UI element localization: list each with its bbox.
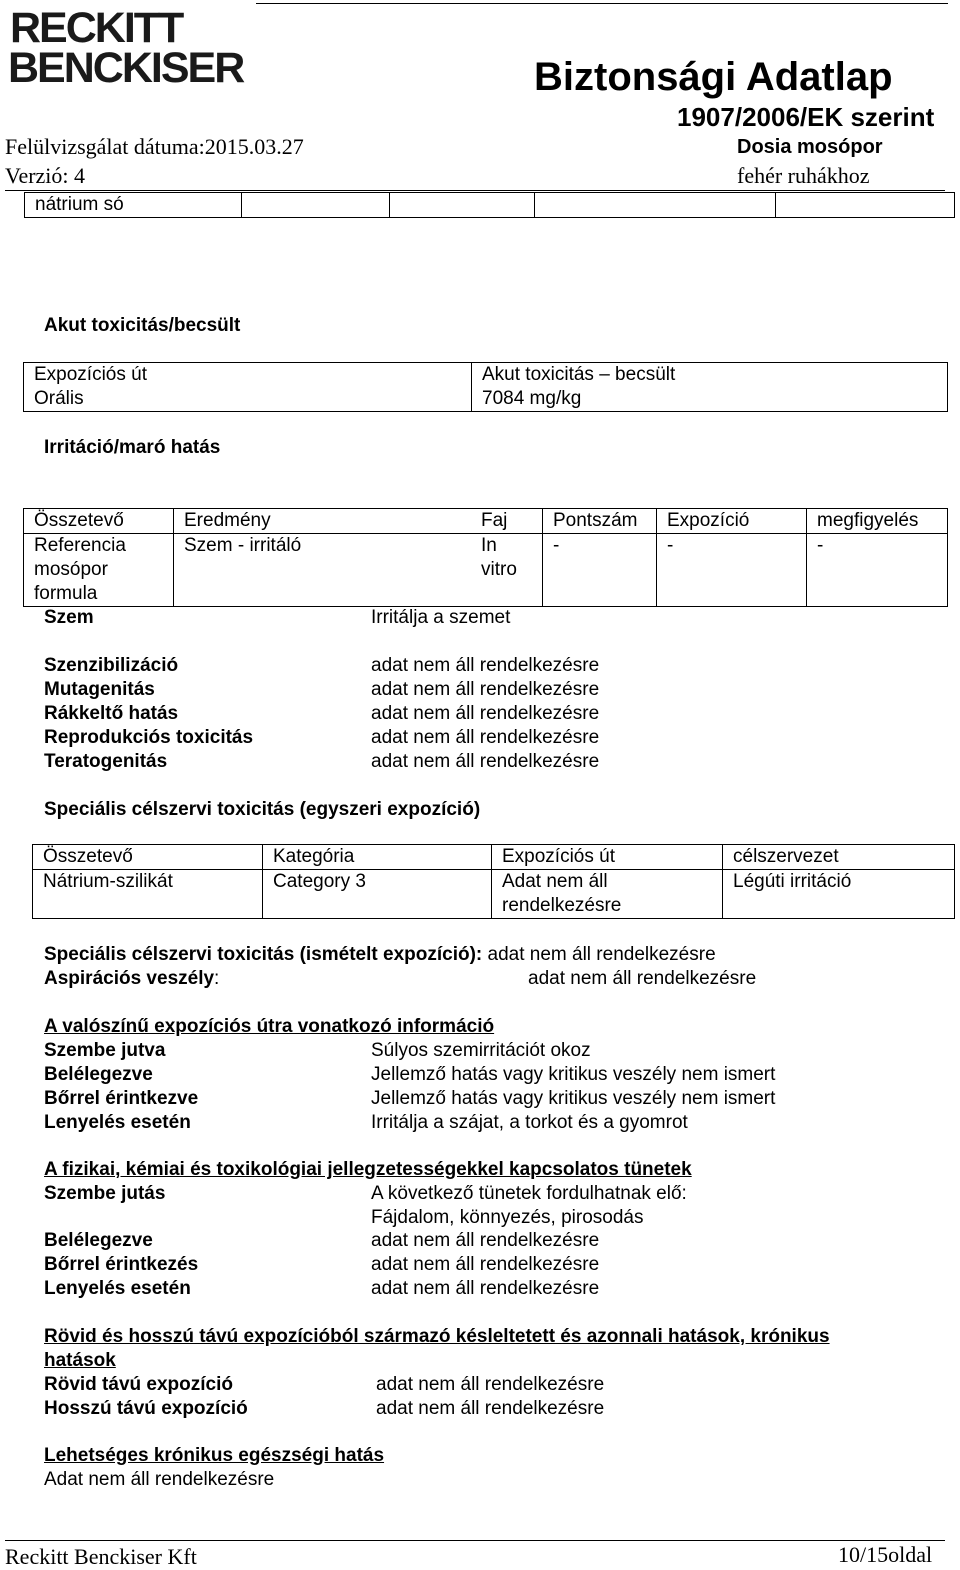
stot-header-target: célszervezet [723,845,955,870]
symptom-value: adat nem áll rendelkezésre [371,1278,600,1299]
irr-row-exposure: - [657,534,807,607]
stot-header-route: Expozíciós út [492,845,723,870]
exposure-route-label: Lenyelés esetén [44,1112,191,1133]
header-rule [5,190,945,191]
exposure-route-value: Súlyos szemirritációt okoz [371,1040,591,1061]
stot-repeated-label: Speciális célszervi toxicitás (ismételt expozíció): [44,944,483,965]
footer-company: Reckitt Benckiser Kft [5,1544,197,1569]
aspiration-line [44,967,219,991]
symptom-label: Lenyelés esetén [44,1278,191,1299]
aspiration-label: Aspirációs veszély [44,968,215,989]
stot-header-component: Összetevő [33,845,263,870]
logo-line-2: BENCKISER [8,44,244,92]
symptom-value: adat nem áll rendelkezésre [371,1254,600,1275]
acute-table [23,362,948,412]
regulation-reference: 1907/2006/EK szerint [677,102,935,132]
stot-repeated-value: adat nem áll rendelkezésre [487,944,716,965]
irr-row-species: In vitro [471,534,543,607]
aspiration-colon: : [214,968,220,989]
delayed-value: adat nem áll rendelkezésre [376,1374,605,1395]
stot-single-heading: Speciális célszervi toxicitás (egyszeri expozíció) [44,799,481,820]
acute-col2 [472,363,948,412]
irr-header-score: Pontszám [543,509,657,534]
irritation-heading: Irritáció/maró hatás [44,437,221,458]
exposure-route-value: Jellemző hatás vagy kritikus veszély nem ismert [371,1088,776,1109]
acute-col2-value: 7084 mg/kg [482,388,582,409]
symptoms-heading: A fizikai, kémiai és toxikológiai jellegzetességekkel kapcsolatos tünetek [44,1159,692,1180]
effect-label: Mutagenitás [44,679,155,700]
irr-header-species: Faj [471,509,543,534]
stot-row-category: Category 3 [263,870,492,919]
symptoms-eye-value-1: A következő tünetek fordulhatnak elő: [371,1183,687,1204]
product-variant: fehér ruhákhoz [737,163,870,188]
exposure-route-value: Irritálja a szájat, a torkot és a gyomrot [371,1112,688,1133]
top-table-cell-empty [775,193,954,218]
stot-header-category: Kategória [263,845,492,870]
document-title: Biztonsági Adatlap [534,55,893,99]
irr-header-observation: megfigyelés [807,509,948,534]
irr-header-result: Eredmény [174,509,472,534]
footer-page-number: 10/15oldal [838,1542,933,1567]
effect-label: Reprodukciós toxicitás [44,727,254,748]
effect-label: Szenzibilizáció [44,655,179,676]
symptom-value: adat nem áll rendelkezésre [371,1230,600,1251]
top-table-cell-empty [390,193,534,218]
symptom-label: Bőrrel érintkezés [44,1254,199,1275]
effect-label: Rákkeltő hatás [44,703,179,724]
exposure-route-label: Szembe jutva [44,1040,166,1061]
top-table-cell: nátrium só [25,193,242,218]
company-logo [8,4,244,92]
effect-value: adat nem áll rendelkezésre [371,727,600,748]
logo-line-1: RECKITT [10,4,183,52]
review-date: Felülvizsgálat dátuma:2015.03.27 [5,134,304,159]
effect-value: adat nem áll rendelkezésre [371,751,600,772]
footer-rule [5,1540,945,1541]
product-name: Dosia mosópor [737,136,883,158]
irr-header-component: Összetevő [24,509,174,534]
stot-single-table [32,844,955,919]
chronic-heading: Lehetséges krónikus egészségi hatás [44,1445,385,1466]
header-rule-top [256,3,948,4]
effect-value: adat nem áll rendelkezésre [371,679,600,700]
acute-heading: Akut toxicitás/becsült [44,315,241,336]
acute-col1-value: Orális [34,388,84,409]
stot-repeated-line [44,943,716,967]
irr-row-component: Referencia mosópor formula [24,534,174,607]
eye-label: Szem [44,607,94,628]
effect-value: adat nem áll rendelkezésre [371,655,600,676]
stot-row-component: Nátrium-szilikát [33,870,263,919]
exposure-route-label: Belélegezve [44,1064,153,1085]
irr-row-observation: - [807,534,948,607]
version: Verzió: 4 [5,163,86,188]
stot-row-route: Adat nem áll rendelkezésre [492,870,723,919]
delayed-value: adat nem áll rendelkezésre [376,1398,605,1419]
irritation-table [23,508,948,607]
exposure-routes-heading: A valószínű expozíciós útra vonatkozó információ [44,1016,495,1037]
symptom-label: Belélegezve [44,1230,153,1251]
delayed-label: Rövid távú expozíció [44,1374,233,1395]
irr-header-exposure: Expozíció [657,509,807,534]
delayed-heading-line-2: hatások [44,1350,116,1371]
symptoms-eye-value-2: Fájdalom, könnyezés, pirosodás [371,1207,644,1228]
stot-row-target: Légúti irritáció [723,870,955,919]
irr-row-result: Szem - irritáló [174,534,472,607]
top-table-cell-empty [534,193,775,218]
top-table-cell-empty [242,193,390,218]
effect-label: Teratogenitás [44,751,168,772]
chronic-value: Adat nem áll rendelkezésre [44,1469,275,1490]
aspiration-value: adat nem áll rendelkezésre [528,968,757,989]
delayed-label: Hosszú távú expozíció [44,1398,248,1419]
effect-value: adat nem áll rendelkezésre [371,703,600,724]
delayed-heading-line-1: Rövid és hosszú távú expozícióból származó késleltetett és azonnali hatások, krónikus [44,1326,830,1347]
acute-col1-header: Expozíciós út [34,364,147,385]
top-table-fragment [24,192,955,218]
irr-row-score: - [543,534,657,607]
exposure-route-value: Jellemző hatás vagy kritikus veszély nem ismert [371,1064,776,1085]
eye-value: Irritálja a szemet [371,607,511,628]
exposure-route-label: Bőrrel érintkezve [44,1088,199,1109]
acute-col1 [24,363,472,412]
acute-col2-header: Akut toxicitás – becsült [482,364,676,385]
symptoms-eye-label: Szembe jutás [44,1183,166,1204]
